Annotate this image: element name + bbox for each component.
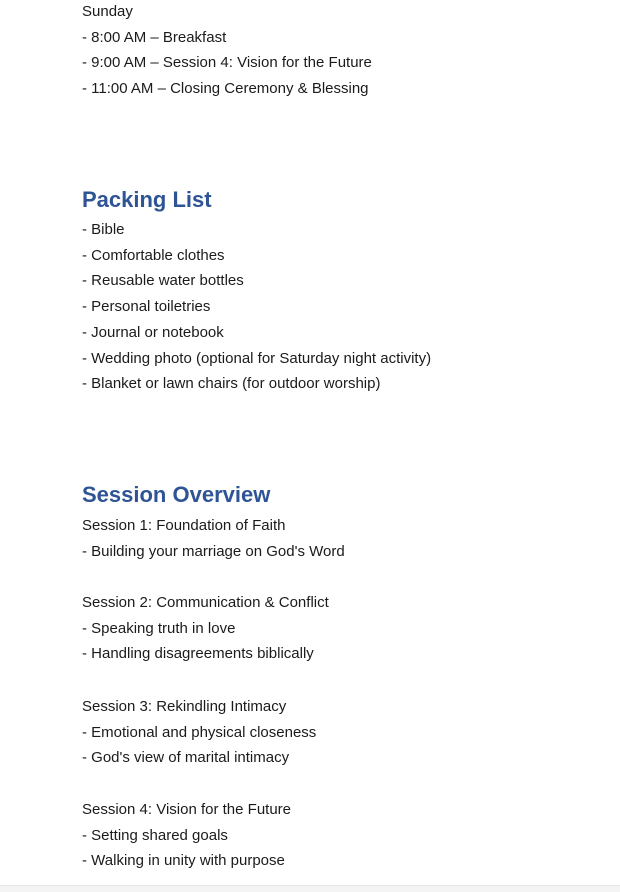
packing-item: - Wedding photo (optional for Saturday night activity)	[82, 349, 432, 367]
session-group	[82, 590, 600, 667]
packing-item: - Comfortable clothes	[82, 246, 225, 264]
session-overview-heading: Session Overview	[82, 482, 271, 507]
packing-item: - Bible	[82, 221, 125, 238]
session-point: - God's view of marital intimacy	[82, 749, 290, 767]
session-title: Session 2: Communication & Conflict	[82, 594, 329, 611]
session-point: - Handling disagreements biblically	[82, 645, 314, 663]
packing-item: - Journal or notebook	[82, 323, 224, 341]
schedule-item: - 11:00 AM – Closing Ceremony & Blessing	[82, 80, 369, 98]
packing-item: - Reusable water bottles	[82, 272, 244, 290]
session-title: Session 1: Foundation of Faith	[82, 517, 286, 534]
session-point: - Walking in unity with purpose	[82, 852, 285, 870]
session-point: - Emotional and physical closeness	[82, 723, 317, 741]
session-group	[82, 797, 600, 874]
session-point: - Building your marriage on God's Word	[82, 542, 345, 560]
packing-item: - Personal toiletries	[82, 298, 211, 316]
session-title: Session 3: Rekindling Intimacy	[82, 698, 287, 715]
session-group	[82, 694, 600, 771]
session-group	[82, 513, 600, 564]
session-title: Session 4: Vision for the Future	[82, 801, 292, 818]
schedule-item: - 9:00 AM – Session 4: Vision for the Future	[82, 54, 372, 72]
session-point: - Speaking truth in love	[82, 619, 236, 637]
schedule-day-label: Sunday	[82, 3, 133, 20]
page-gap-divider	[0, 885, 620, 892]
sunday-schedule-block	[82, 0, 600, 102]
schedule-item: - 8:00 AM – Breakfast	[82, 28, 227, 46]
packing-list-block	[82, 217, 600, 397]
session-point: - Setting shared goals	[82, 826, 228, 844]
packing-list-heading: Packing List	[82, 187, 212, 212]
packing-item: - Blanket or lawn chairs (for outdoor worship)	[82, 375, 381, 393]
